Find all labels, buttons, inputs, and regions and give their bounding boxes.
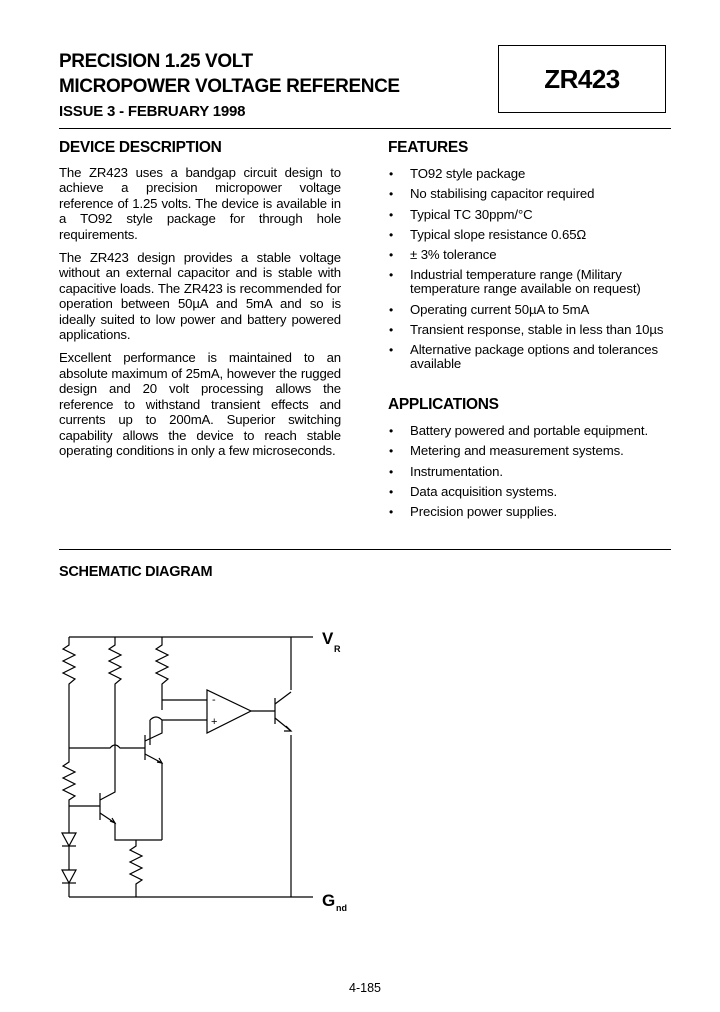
schematic-heading: SCHEMATIC DIAGRAM xyxy=(59,564,213,580)
applications-list xyxy=(388,424,688,525)
gnd-label: G xyxy=(322,891,336,910)
diode-d2 xyxy=(62,870,76,883)
application-item: • Precision power supplies. xyxy=(388,505,688,519)
section-divider xyxy=(59,549,671,550)
features-heading: FEATURES xyxy=(388,139,468,156)
feature-item: • Typical slope resistance 0.65Ω xyxy=(388,228,688,242)
feature-item: • Transient response, stable in less than 10µs xyxy=(388,323,688,337)
title-line-1: PRECISION 1.25 VOLT xyxy=(59,51,253,72)
resistor-r4 xyxy=(63,755,75,808)
features-list xyxy=(388,167,688,378)
feature-item: • No stabilising capacitor required xyxy=(388,187,688,201)
description-paragraph: Excellent performance is maintained to an absolute maximum of 25mA, however the rugged design and 20 volt processing allows the reference to withstand transient effects and currents up to 200mA. Superior switching capability allows the device to reach stable operating conditions in only a few microseconds. xyxy=(59,350,341,458)
vr-label: V xyxy=(322,629,334,648)
part-number-box xyxy=(498,45,666,113)
diode-d1 xyxy=(62,833,76,846)
vr-subscript: R xyxy=(334,644,341,654)
feature-item: • Operating current 50µA to 5mA xyxy=(388,303,688,317)
opamp-minus-label: - xyxy=(212,694,216,706)
application-item: • Data acquisition systems. xyxy=(388,485,688,499)
application-item: • Battery powered and portable equipment. xyxy=(388,424,688,438)
description-paragraph: The ZR423 design provides a stable voltage without an external capacitor and is stable with capacitive loads. The ZR423 is recommended for operation between 50µA and 5mA and so is ideally suited to low power and battery powered applications. xyxy=(59,250,341,343)
resistor-r5 xyxy=(130,840,142,897)
schematic-diagram xyxy=(0,600,720,930)
feature-item: • ± 3% tolerance xyxy=(388,248,688,262)
device-description-text xyxy=(59,165,341,466)
applications-heading: APPLICATIONS xyxy=(388,396,499,413)
application-item: • Metering and measurement systems. xyxy=(388,444,688,458)
top-divider xyxy=(59,128,671,129)
opamp-plus-label: + xyxy=(211,716,218,728)
resistor-r1 xyxy=(63,637,75,755)
resistor-r2 xyxy=(109,637,121,745)
device-description-heading: DEVICE DESCRIPTION xyxy=(59,139,222,156)
document-title xyxy=(59,49,479,99)
page-number: 4-185 xyxy=(349,981,381,995)
title-line-2: MICROPOWER VOLTAGE REFERENCE xyxy=(59,76,400,97)
application-item: • Instrumentation. xyxy=(388,465,688,479)
feature-item: • TO92 style package xyxy=(388,167,688,181)
feature-item: • Industrial temperature range (Military temperature range available on request) xyxy=(388,268,688,296)
feature-item: • Typical TC 30ppm/°C xyxy=(388,208,688,222)
part-number: ZR423 xyxy=(544,63,620,94)
gnd-subscript: nd xyxy=(336,903,347,913)
feature-item: • Alternative package options and tolerances available xyxy=(388,343,688,371)
resistor-r3 xyxy=(156,637,168,700)
description-paragraph: The ZR423 uses a bandgap circuit design to achieve a precision micropower voltage reference of 1.25 volts. The device is available in a TO92 style package for through hole requirements. xyxy=(59,165,341,242)
issue-date: ISSUE 3 - FEBRUARY 1998 xyxy=(59,103,246,120)
